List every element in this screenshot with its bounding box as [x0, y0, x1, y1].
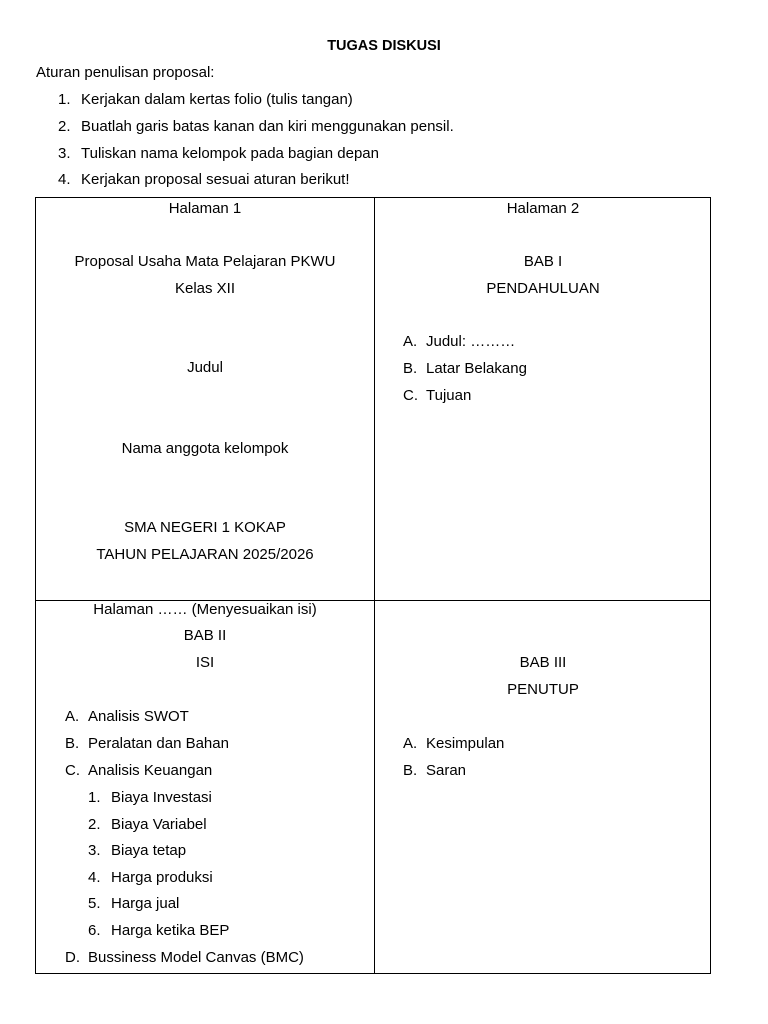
- sublist-number: 2.: [88, 816, 101, 833]
- rule-number: 1.: [58, 91, 71, 108]
- sublist-number: 5.: [88, 895, 101, 912]
- list-letter: B.: [403, 762, 418, 779]
- list-item: Bussiness Model Canvas (BMC): [88, 949, 304, 966]
- list-item: Judul: ………: [426, 333, 516, 350]
- proposal-layout-table: [35, 197, 711, 974]
- list-letter: C.: [403, 387, 418, 404]
- document-title: TUGAS DISKUSI: [327, 38, 441, 54]
- rule-number: 2.: [58, 118, 71, 135]
- bab2-heading: BAB II: [183, 627, 227, 644]
- cover-page-label: Halaman 1: [168, 200, 242, 217]
- bab3-title: PENUTUP: [507, 681, 579, 698]
- list-item: Peralatan dan Bahan: [88, 735, 229, 752]
- bab3-heading: BAB III: [519, 654, 567, 671]
- list-letter: B.: [65, 735, 80, 752]
- list-item: Analisis SWOT: [88, 708, 189, 725]
- list-letter: B.: [403, 360, 418, 377]
- sublist-number: 6.: [88, 922, 101, 939]
- list-item: Latar Belakang: [426, 360, 527, 377]
- sublist-item: Harga ketika BEP: [111, 922, 230, 939]
- rule-number: 3.: [58, 145, 71, 162]
- rule-text: Tuliskan nama kelompok pada bagian depan: [81, 145, 379, 162]
- list-letter: C.: [65, 762, 80, 779]
- list-item: Analisis Keuangan: [88, 762, 213, 779]
- bab1-title: PENDAHULUAN: [486, 280, 600, 297]
- sublist-item: Biaya Investasi: [111, 789, 212, 806]
- list-letter: D.: [65, 949, 80, 966]
- list-letter: A.: [403, 333, 418, 350]
- sublist-number: 4.: [88, 869, 101, 886]
- rule-number: 4.: [58, 171, 71, 188]
- cover-proposal-title: Proposal Usaha Mata Pelajaran PKWU: [74, 253, 336, 270]
- sublist-item: Harga produksi: [111, 869, 213, 886]
- bab2-page-label: Halaman …… (Menyesuaikan isi): [93, 601, 317, 618]
- rule-text: Kerjakan proposal sesuai aturan berikut!: [81, 171, 350, 188]
- list-item: Saran: [426, 762, 467, 779]
- cover-class-label: Kelas XII: [174, 280, 236, 297]
- list-letter: A.: [403, 735, 418, 752]
- sublist-number: 3.: [88, 842, 101, 859]
- sublist-item: Harga jual: [111, 895, 180, 912]
- cover-year: TAHUN PELAJARAN 2025/2026: [96, 546, 314, 563]
- sublist-item: Biaya tetap: [111, 842, 187, 859]
- bab1-heading: BAB I: [523, 253, 563, 270]
- list-letter: A.: [65, 708, 80, 725]
- bab2-title: ISI: [195, 654, 215, 671]
- rule-text: Kerjakan dalam kertas folio (tulis tangan): [81, 91, 353, 108]
- list-item: Kesimpulan: [426, 735, 505, 752]
- cover-judul: Judul: [187, 359, 223, 376]
- table-vertical-divider: [374, 198, 375, 973]
- rule-text: Buatlah garis batas kanan dan kiri menggunakan pensil.: [81, 118, 454, 135]
- cover-school: SMA NEGERI 1 KOKAP: [124, 519, 286, 536]
- bab1-page-label: Halaman 2: [506, 200, 580, 217]
- sublist-number: 1.: [88, 789, 101, 806]
- cover-members: Nama anggota kelompok: [121, 440, 289, 457]
- list-item: Tujuan: [426, 387, 472, 404]
- sublist-item: Biaya Variabel: [111, 816, 207, 833]
- intro-text: Aturan penulisan proposal:: [36, 64, 215, 81]
